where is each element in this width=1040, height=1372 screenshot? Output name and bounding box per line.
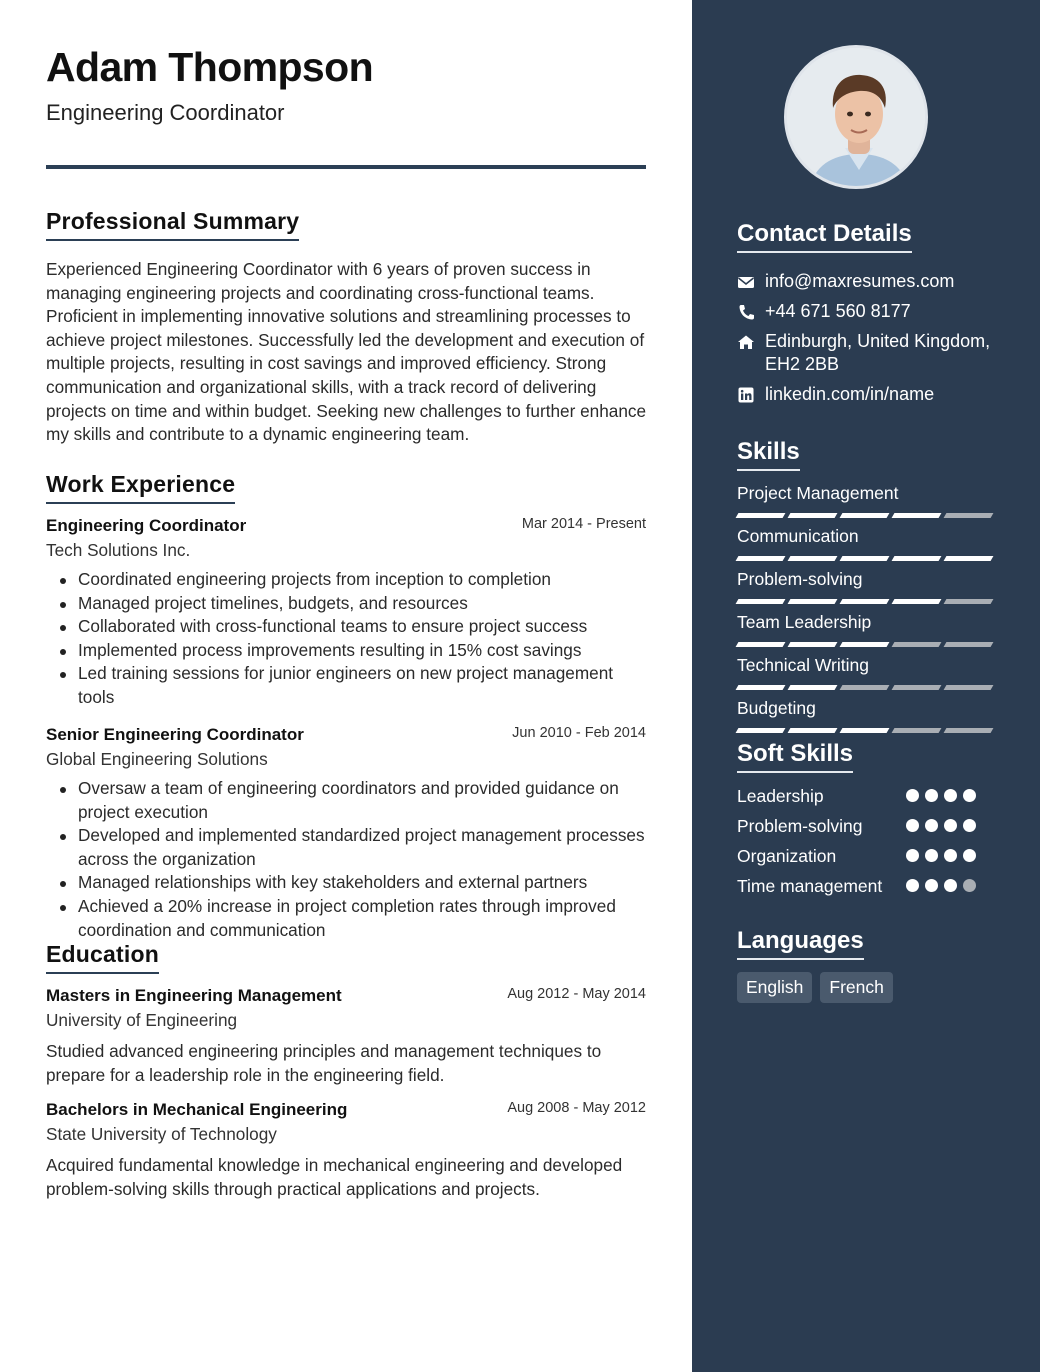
skill-level-bar xyxy=(737,728,993,733)
skills-heading: Skills xyxy=(737,438,800,471)
soft-skill-name: Problem-solving xyxy=(737,816,863,836)
rating-dot xyxy=(906,879,919,892)
bullet-item: Oversaw a team of engineering coordinators and provided guidance on project execution xyxy=(46,777,650,824)
job-dates: Mar 2014 - Present xyxy=(521,516,646,532)
education-description: Acquired fundamental knowledge in mechanical engineering and developed problem-solving skills through practical applications and projects. xyxy=(46,1155,623,1199)
job-company: Global Engineering Solutions xyxy=(46,749,268,769)
contact-linkedin[interactable] xyxy=(737,383,1007,406)
skill-level-segment xyxy=(892,513,942,518)
education-dates: Aug 2008 - May 2012 xyxy=(507,1100,646,1116)
soft-skill-name: Organization xyxy=(737,846,837,866)
skill-item xyxy=(737,698,993,733)
skill-level-segment xyxy=(736,685,786,690)
candidate-name: Adam Thompson xyxy=(46,44,374,90)
degree-name: Masters in Engineering Management xyxy=(46,986,342,1005)
skill-level-segment xyxy=(788,642,838,647)
skill-item xyxy=(737,655,993,690)
skill-level-segment xyxy=(788,599,838,604)
home-icon xyxy=(737,334,755,350)
job-entry xyxy=(46,516,646,561)
address-text: Edinburgh, United Kingdom, EH2 2BB xyxy=(765,331,991,374)
soft-skills-heading: Soft Skills xyxy=(737,740,853,773)
rating-dot xyxy=(925,789,938,802)
linkedin-text: linkedin.com/in/name xyxy=(765,384,935,404)
experience-heading: Work Experience xyxy=(46,471,235,504)
contact-address xyxy=(737,330,1007,376)
summary-heading: Professional Summary xyxy=(46,208,299,241)
skill-item xyxy=(737,526,993,561)
rating-dot xyxy=(925,819,938,832)
contact-heading: Contact Details xyxy=(737,220,912,253)
phone-icon xyxy=(737,304,755,320)
soft-skill-rating xyxy=(906,879,976,892)
school-name: University of Engineering xyxy=(46,1010,238,1030)
skill-name: Budgeting xyxy=(737,698,816,718)
rating-dot xyxy=(944,819,957,832)
candidate-title: Engineering Coordinator xyxy=(46,100,285,125)
rating-dot xyxy=(925,879,938,892)
job-bullets xyxy=(46,568,650,710)
education-entry xyxy=(46,1100,646,1145)
skill-level-segment xyxy=(736,599,786,604)
bullet-item: Led training sessions for junior engineers on new project management tools xyxy=(46,662,650,709)
degree-name: Bachelors in Mechanical Engineering xyxy=(46,1100,348,1119)
school-name: State University of Technology xyxy=(46,1124,277,1144)
soft-skill-name: Time management xyxy=(737,876,883,896)
skill-level-segment xyxy=(892,728,942,733)
skill-level-segment xyxy=(892,556,942,561)
summary-text: Experienced Engineering Coordinator with 6 years of proven success in managing engineering projects and coordinating cross-functional teams. Proficient in implementing innovative solutions and streamlining processes to achieve project milestones. Successfully led the development and execution of multiple projects, resulting in cost savings and improved efficiency. Strong communication and organizational skills, with a track record of delivering projects on time and within budget. Seeking new challenges to further enhance my skills and contribute to a dynamic engineering team. xyxy=(46,259,647,445)
soft-skill-rating xyxy=(906,819,976,832)
soft-skill-name: Leadership xyxy=(737,786,824,806)
languages-heading: Languages xyxy=(737,927,864,960)
rating-dot xyxy=(925,849,938,862)
skill-level-segment xyxy=(788,685,838,690)
soft-skill-item xyxy=(737,785,1007,808)
rating-dot xyxy=(944,789,957,802)
soft-skill-item xyxy=(737,875,1007,898)
rating-dot xyxy=(944,879,957,892)
skill-level-bar xyxy=(737,556,993,561)
education-entry xyxy=(46,986,646,1031)
skill-level-bar xyxy=(737,599,993,604)
skill-level-segment xyxy=(788,556,838,561)
linkedin-icon xyxy=(737,387,755,403)
job-bullets xyxy=(46,777,650,942)
language-tag: French xyxy=(820,972,892,1003)
contact-phone[interactable] xyxy=(737,300,1007,323)
education-description: Studied advanced engineering principles and management techniques to prepare for a leadership role in the engineering field. xyxy=(46,1041,602,1085)
skill-name: Problem-solving xyxy=(737,569,863,589)
skill-name: Project Management xyxy=(737,483,899,503)
bullet-item: Coordinated engineering projects from inception to completion xyxy=(46,568,650,592)
phone-text: +44 671 560 8177 xyxy=(765,301,911,321)
skill-level-segment xyxy=(840,513,890,518)
job-role: Senior Engineering Coordinator xyxy=(46,725,304,744)
rating-dot xyxy=(963,789,976,802)
skill-level-segment xyxy=(788,728,838,733)
soft-skill-item xyxy=(737,845,1007,868)
rating-dot xyxy=(906,819,919,832)
bullet-item: Collaborated with cross-functional teams to ensure project success xyxy=(46,615,650,639)
skill-level-segment xyxy=(892,642,942,647)
skill-level-segment xyxy=(840,685,890,690)
skill-name: Team Leadership xyxy=(737,612,872,632)
skill-level-segment xyxy=(736,556,786,561)
avatar-illustration xyxy=(787,48,928,189)
skill-level-segment xyxy=(736,728,786,733)
job-dates: Jun 2010 - Feb 2014 xyxy=(512,725,646,741)
job-entry xyxy=(46,725,646,770)
skill-level-segment xyxy=(944,556,994,561)
skill-level-segment xyxy=(840,642,890,647)
skill-level-segment xyxy=(736,642,786,647)
rating-dot xyxy=(944,849,957,862)
education-heading: Education xyxy=(46,941,159,974)
skill-level-segment xyxy=(944,728,994,733)
profile-photo xyxy=(784,45,928,189)
skill-level-bar xyxy=(737,513,993,518)
skill-level-segment xyxy=(840,599,890,604)
soft-skill-item xyxy=(737,815,1007,838)
skill-level-segment xyxy=(944,599,994,604)
soft-skill-rating xyxy=(906,789,976,802)
rating-dot xyxy=(963,819,976,832)
bullet-item: Achieved a 20% increase in project completion rates through improved coordination and communication xyxy=(46,895,650,942)
skill-level-segment xyxy=(892,685,942,690)
bullet-item: Managed relationships with key stakeholders and external partners xyxy=(46,871,650,895)
skill-level-segment xyxy=(840,728,890,733)
education-dates: Aug 2012 - May 2014 xyxy=(507,986,646,1002)
rating-dot xyxy=(963,879,976,892)
contact-email[interactable] xyxy=(737,270,1007,293)
contact-list xyxy=(737,300,1007,323)
skill-name: Technical Writing xyxy=(737,655,869,675)
contact-list xyxy=(737,383,1007,406)
skill-level-bar xyxy=(737,685,993,690)
soft-skill-rating xyxy=(906,849,976,862)
envelope-icon xyxy=(737,274,755,290)
rating-dot xyxy=(963,849,976,862)
header-divider xyxy=(46,165,646,169)
bullet-item: Managed project timelines, budgets, and resources xyxy=(46,592,650,616)
rating-dot xyxy=(906,789,919,802)
skill-level-segment xyxy=(736,513,786,518)
sidebar xyxy=(692,0,1040,1372)
job-role: Engineering Coordinator xyxy=(46,516,247,535)
job-company: Tech Solutions Inc. xyxy=(46,540,191,560)
skill-item xyxy=(737,483,993,518)
skill-level-segment xyxy=(892,599,942,604)
language-tag: English xyxy=(737,972,812,1003)
skill-level-bar xyxy=(737,642,993,647)
bullet-item: Implemented process improvements resulting in 15% cost savings xyxy=(46,639,650,663)
email-text: info@maxresumes.com xyxy=(765,271,955,291)
contact-list xyxy=(737,270,1007,293)
skill-level-segment xyxy=(944,685,994,690)
bullet-item: Developed and implemented standardized project management processes across the organization xyxy=(46,824,650,871)
skill-item xyxy=(737,569,993,604)
languages-list xyxy=(737,972,893,1003)
rating-dot xyxy=(906,849,919,862)
skill-level-segment xyxy=(840,556,890,561)
skill-level-segment xyxy=(944,513,994,518)
contact-list xyxy=(737,330,1007,376)
skill-name: Communication xyxy=(737,526,859,546)
skill-level-segment xyxy=(944,642,994,647)
skill-item xyxy=(737,612,993,647)
skill-level-segment xyxy=(788,513,838,518)
